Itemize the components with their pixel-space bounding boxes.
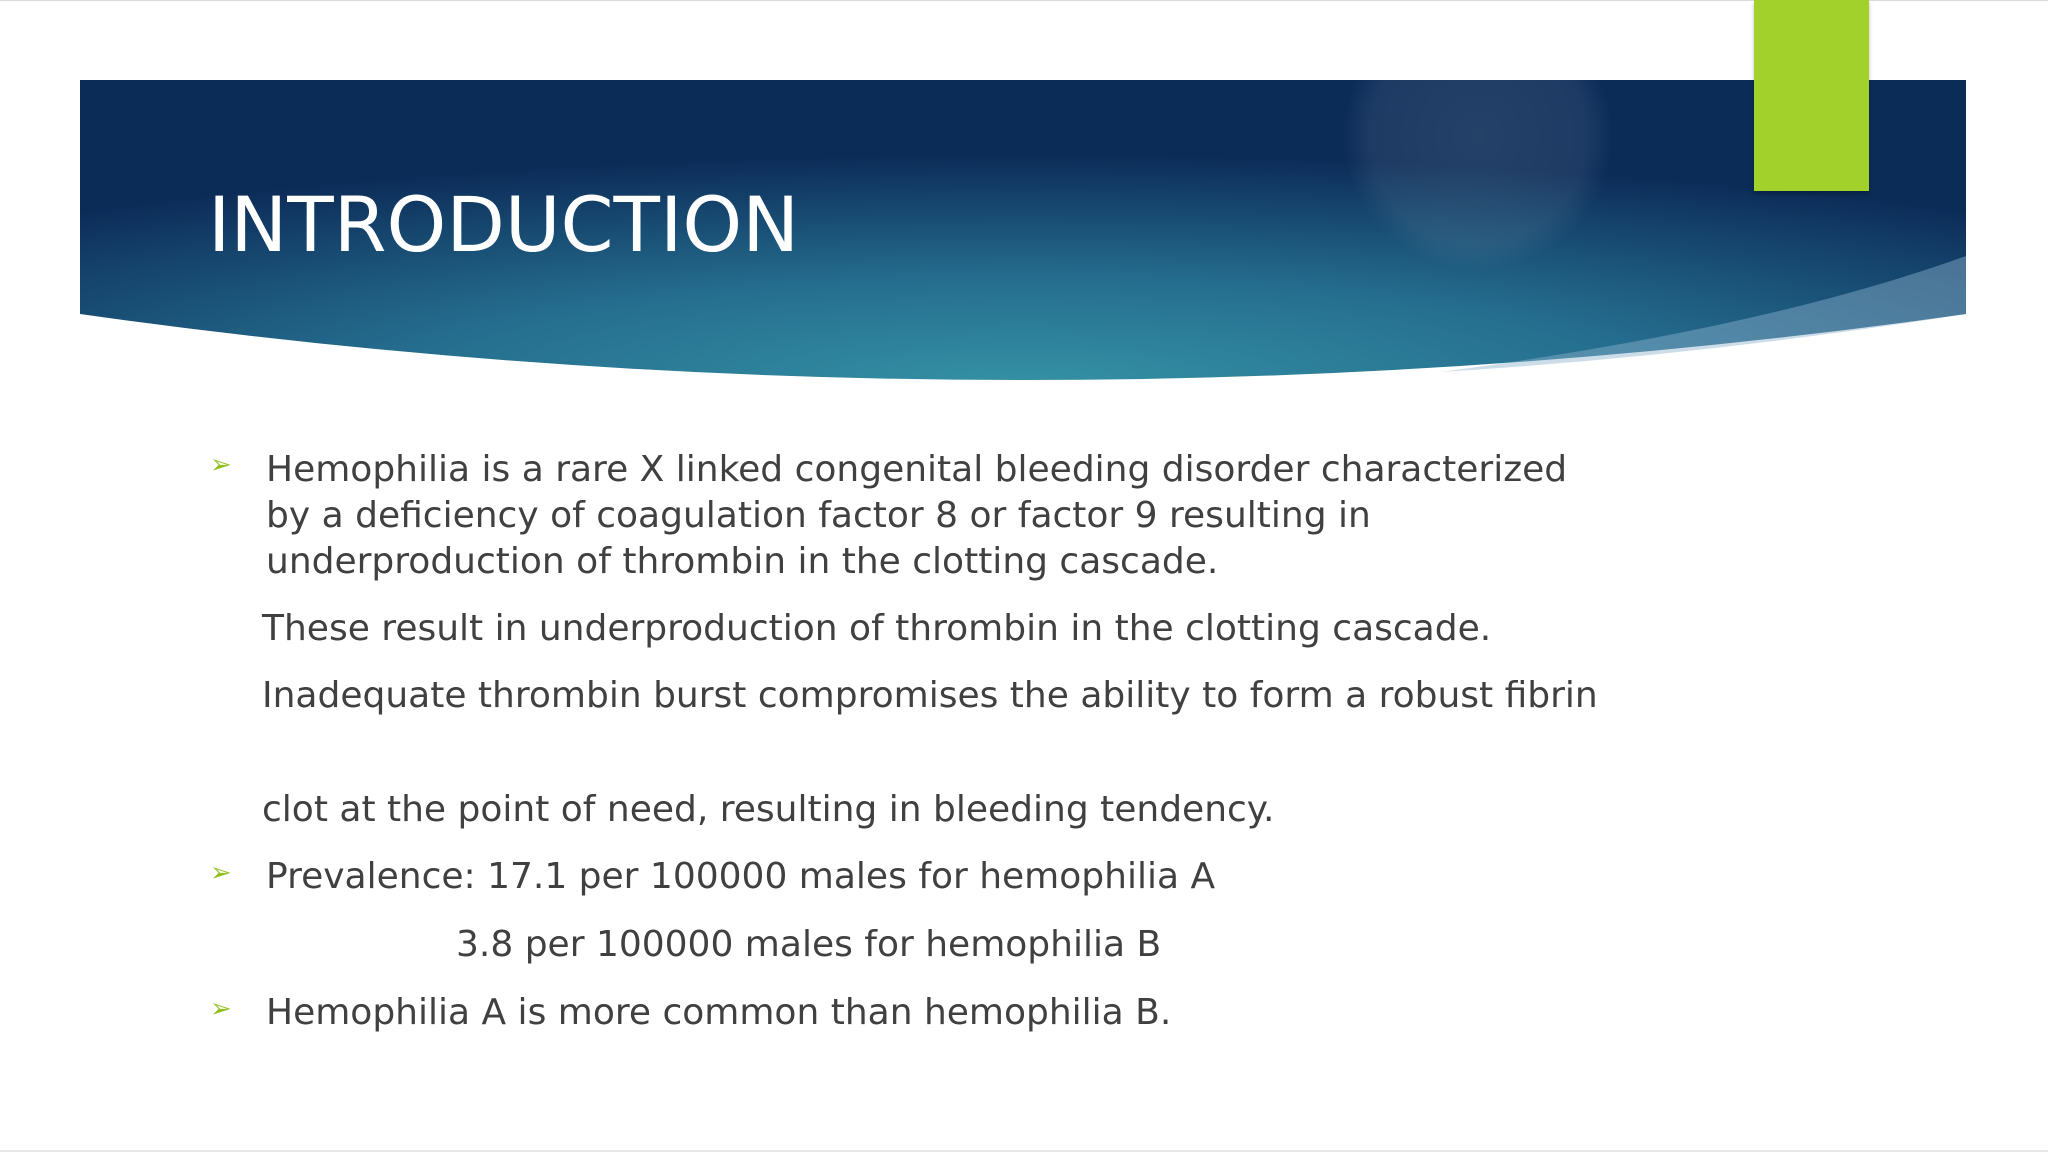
paragraph-1-line-2: by a deficiency of coagulation factor 8 or factor 9 resulting in	[266, 495, 1371, 536]
paragraph-5: Hemophilia A is more common than hemophilia B.	[266, 992, 1172, 1033]
paragraph-1-line-1: Hemophilia is a rare X linked congenital bleeding disorder characterized	[266, 449, 1568, 490]
bullet-arrow-icon: ➢	[210, 858, 232, 888]
banner-orb	[1343, 1, 1613, 271]
paragraph-3-line-2: clot at the point of need, resulting in bleeding tendency.	[262, 789, 1275, 830]
bullet-arrow-icon: ➢	[210, 450, 232, 480]
prevalence-line-2: 3.8 per 100000 males for hemophilia B	[456, 924, 1162, 965]
prevalence-line-1: Prevalence: 17.1 per 100000 males for hemophilia A	[266, 856, 1216, 897]
paragraph-1-line-3: underproduction of thrombin in the clotting cascade.	[266, 541, 1219, 582]
accent-tab	[1754, 0, 1869, 191]
paragraph-2: These result in underproduction of thrombin in the clotting cascade.	[262, 608, 1492, 649]
paragraph-3-line-1: Inadequate thrombin burst compromises the ability to form a robust fibrin	[262, 675, 1598, 716]
bullet-arrow-icon: ➢	[210, 994, 232, 1024]
slide-title: INTRODUCTION	[208, 180, 800, 269]
